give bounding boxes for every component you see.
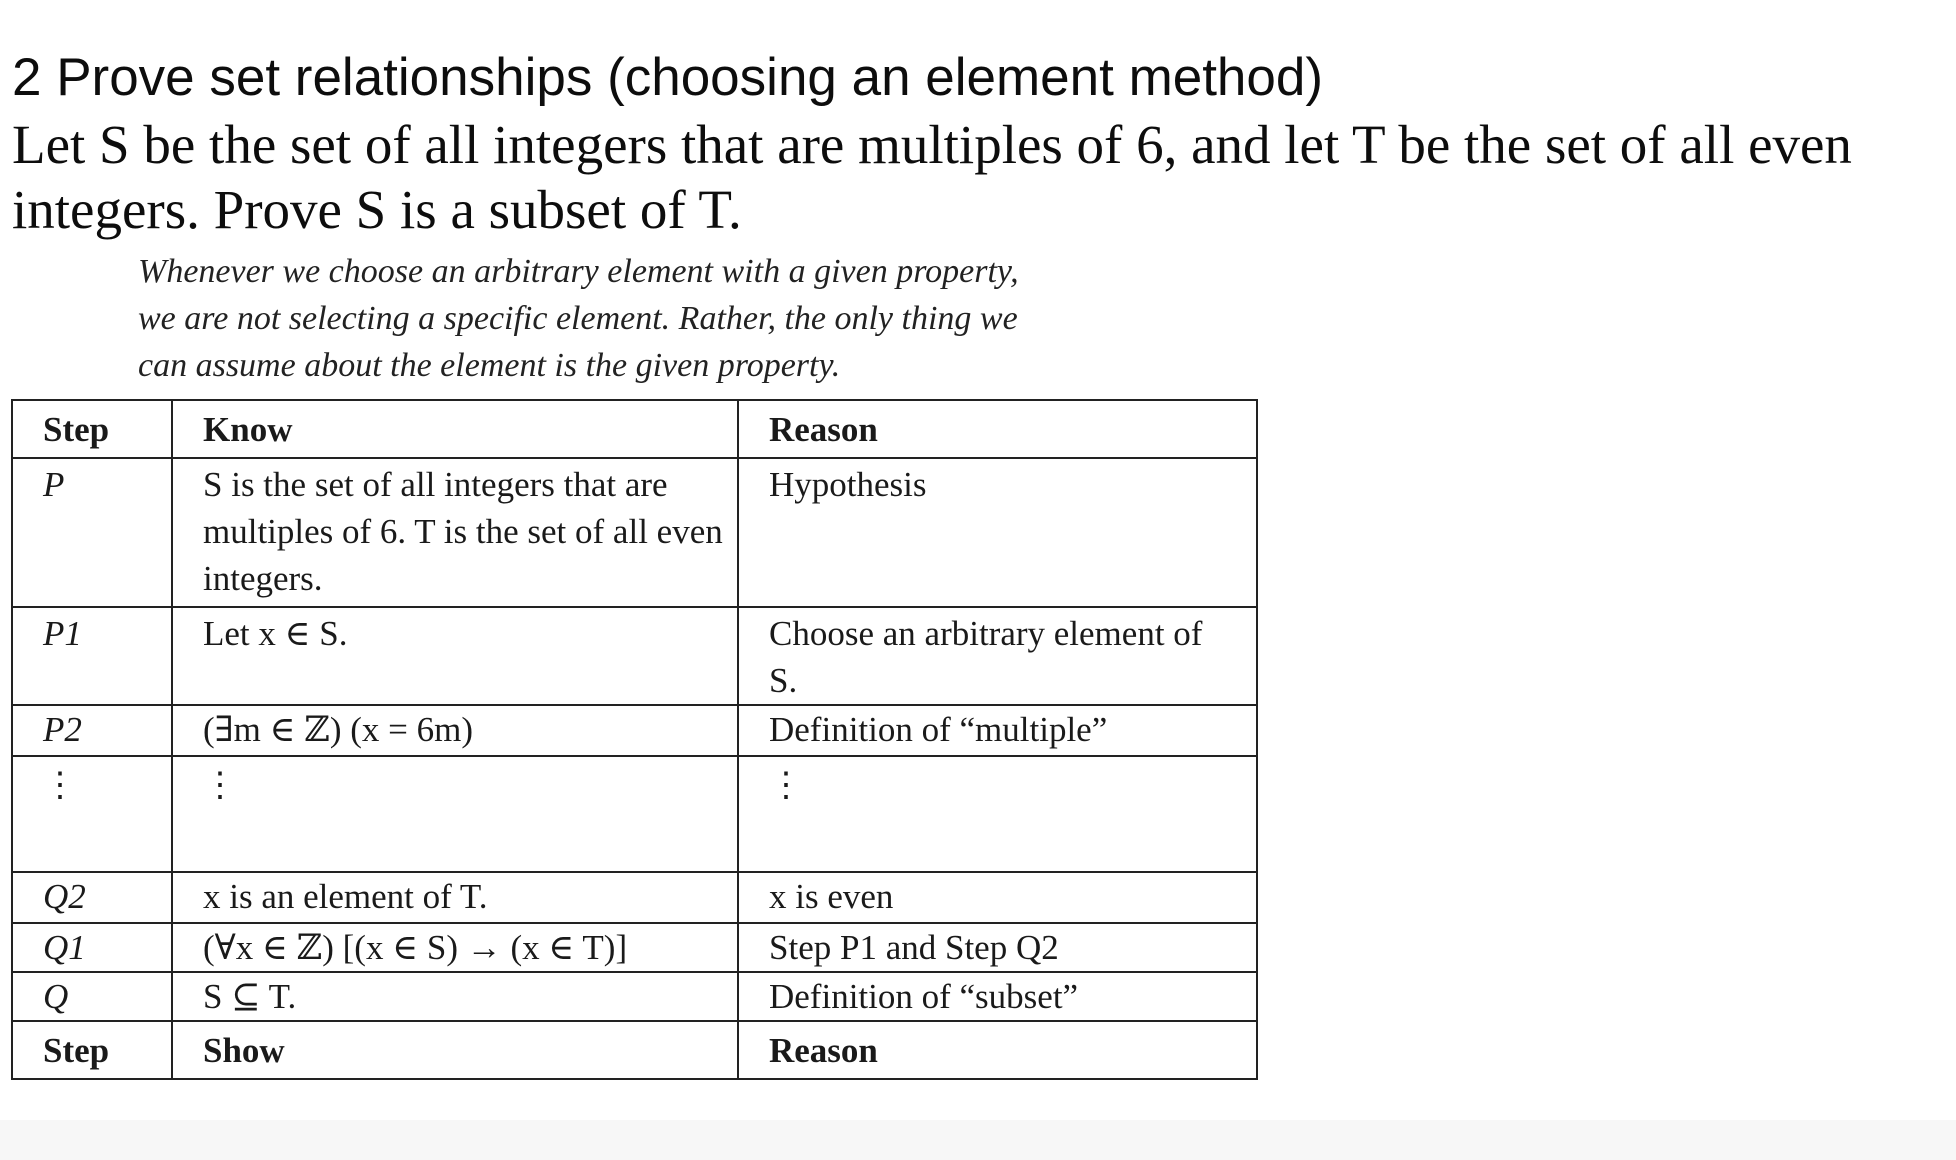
header-know: Know (172, 400, 738, 458)
table-row (12, 705, 1257, 756)
footer-step: Step (12, 1021, 172, 1079)
step-cell: P2 (12, 705, 172, 756)
know-cell: (∃m ∈ ℤ) (x = 6m) (172, 705, 738, 756)
reason-cell: Hypothesis (738, 458, 1257, 607)
table-row (12, 972, 1257, 1021)
reason-cell: Definition of “subset” (738, 972, 1257, 1021)
note-line-3: can assume about the element is the given property. (138, 347, 841, 384)
table-row (12, 923, 1257, 972)
know-cell: Let x ∈ S. (172, 607, 738, 705)
step-cell (12, 756, 172, 872)
table-header-row (12, 400, 1257, 458)
reason-cell: Step P1 and Step Q2 (738, 923, 1257, 972)
reason-cell: Choose an arbitrary element of S. (738, 607, 1257, 705)
know-cell (172, 756, 738, 872)
step-cell: Q2 (12, 872, 172, 923)
footer-show: Show (172, 1021, 738, 1079)
footer-reason: Reason (738, 1021, 1257, 1079)
table-row (12, 872, 1257, 923)
vertical-ellipsis: ⋮ (43, 767, 77, 804)
heading: 2 Prove set relationships (choosing an element method) (12, 48, 1323, 107)
bottom-strip (0, 1120, 1956, 1160)
table-row (12, 756, 1257, 872)
table-row (12, 607, 1257, 705)
problem-statement: Let S be the set of all integers that are multiples of 6, and let T be the set of all even integers. Prove S is a subset of T. (12, 114, 1852, 240)
table-row (12, 458, 1257, 607)
reason-cell (738, 756, 1257, 872)
note-line-1: Whenever we choose an arbitrary element with a given property, (138, 253, 1019, 290)
header-step: Step (12, 400, 172, 458)
table-footer-row (12, 1021, 1257, 1079)
reason-cell: Definition of “multiple” (738, 705, 1257, 756)
know-cell: x is an element of T. (172, 872, 738, 923)
know-cell: S is the set of all integers that are multiples of 6. T is the set of all even integers. (172, 458, 738, 607)
step-cell: P (12, 458, 172, 607)
know-cell: (∀x ∈ ℤ) [(x ∈ S) → (x ∈ T)] (172, 923, 738, 972)
vertical-ellipsis: ⋮ (203, 767, 237, 804)
reason-cell: x is even (738, 872, 1257, 923)
header-reason: Reason (738, 400, 1257, 458)
know-cell: S ⊆ T. (172, 972, 738, 1021)
step-cell: Q1 (12, 923, 172, 972)
step-cell: Q (12, 972, 172, 1021)
proof-table (11, 399, 1258, 1080)
note-line-2: we are not selecting a specific element. Rather, the only thing we (138, 300, 1018, 337)
vertical-ellipsis: ⋮ (769, 767, 803, 804)
italic-note (138, 248, 1238, 389)
step-cell: P1 (12, 607, 172, 705)
